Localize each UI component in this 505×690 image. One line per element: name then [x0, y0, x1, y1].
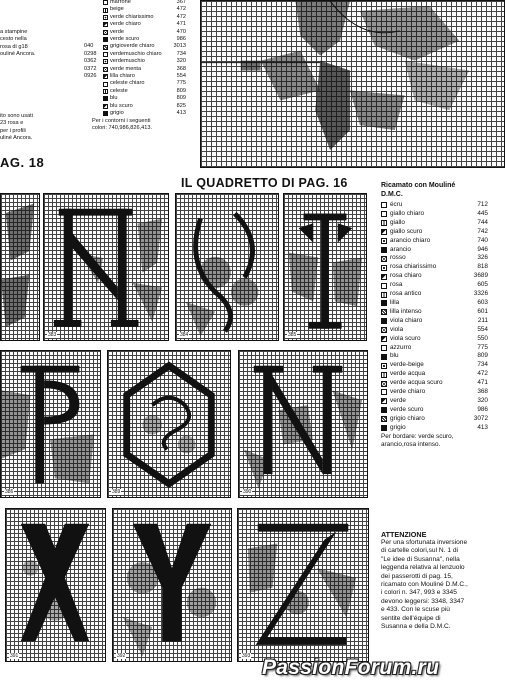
- legend-symbol-icon: [103, 96, 108, 101]
- top-legend-value: 470: [176, 28, 186, 35]
- top-legend-name: grigio: [110, 110, 124, 117]
- legend-border-note-2: arancio,rosa intenso.: [381, 440, 441, 448]
- legend-symbol-icon: [103, 111, 108, 116]
- top-legend-row: [84, 80, 186, 87]
- top-legend-row: [84, 110, 186, 117]
- legend-row: [381, 344, 488, 353]
- panel-10-motif: [238, 509, 368, 661]
- top-legend-name: verde menta: [110, 65, 142, 72]
- legend-color-code: 368: [477, 388, 488, 396]
- legend-color-name: azzurro: [390, 343, 412, 351]
- top-legend-value: 413: [176, 110, 186, 117]
- left-line-7: per i profili: [0, 127, 26, 134]
- legend-symbol-icon: [381, 345, 387, 351]
- attenzione-line: ricamato con Mouliné D.M.C.,: [381, 581, 468, 589]
- legend-color-code: 986: [477, 405, 488, 413]
- legend-symbol-icon: [381, 425, 387, 431]
- left-line-4: ouliné Ancora.: [0, 51, 36, 58]
- legend-symbol-icon: [381, 247, 387, 253]
- top-legend-row: [84, 95, 186, 102]
- top-legend-row: [84, 6, 186, 13]
- legend-color-name: écru: [390, 201, 403, 208]
- chart-panel-3: [175, 193, 279, 341]
- top-legend-name: verde chiaro: [110, 21, 141, 28]
- legend-color-name: verde chiaro: [390, 388, 426, 396]
- legend-symbol-icon: [381, 372, 387, 378]
- legend-symbol-icon: [381, 202, 387, 208]
- legend-color-code: 809: [477, 352, 488, 360]
- legend-row: [381, 228, 488, 237]
- legend-color-code: 601: [477, 307, 488, 315]
- panel-7-motif: [239, 351, 367, 497]
- legend-row: [381, 379, 488, 388]
- legend-symbol-icon: [103, 74, 108, 79]
- attenzione-line: dei passerotti di pag. 15,: [381, 572, 453, 580]
- top-legend-number: 0372: [84, 65, 97, 72]
- attenzione-line: i colori n. 347, 993 e 3345: [381, 589, 457, 597]
- left-line-6: 23 rosa e: [0, 120, 24, 127]
- attenzione-line: Susanna e della D.M.C.: [381, 623, 451, 631]
- legend-row: [381, 237, 488, 246]
- attenzione-box: [381, 530, 505, 631]
- panel-9-motif: [113, 509, 231, 660]
- legend-symbol-icon: [381, 309, 387, 315]
- legend-symbol-icon: [381, 389, 387, 395]
- legend-row: [381, 317, 488, 326]
- top-legend-value: 367: [176, 0, 186, 5]
- top-legend-name: beige: [110, 6, 124, 13]
- legend-row: [381, 290, 488, 299]
- legend-color-code: 946: [477, 245, 488, 253]
- page-label: AG. 18: [0, 155, 45, 170]
- legend-symbol-icon: [381, 416, 387, 422]
- top-legend-rows: [84, 0, 186, 118]
- legend-border-note-1: Per bordare: verde scuro,: [381, 432, 454, 440]
- legend-symbol-icon: [381, 300, 387, 306]
- legend-row: [381, 335, 488, 344]
- legend-symbol-icon: [381, 407, 387, 413]
- legend-color-code: 603: [477, 298, 488, 306]
- top-legend: [84, 0, 186, 132]
- legend-row: [381, 254, 488, 263]
- top-legend-row: [84, 21, 186, 28]
- legend-row: [381, 352, 488, 361]
- legend-symbol-icon: [103, 8, 108, 13]
- legend-symbol-icon: [381, 220, 387, 226]
- legend-color-name: giallo: [390, 218, 405, 226]
- legend-symbol-icon: [103, 22, 108, 27]
- top-legend-row: [84, 43, 186, 50]
- legend-color-name: rosso: [390, 254, 406, 262]
- panel-5-motif: [1, 351, 100, 496]
- legend-symbol-icon: [103, 67, 108, 72]
- legend-symbol-icon: [381, 229, 387, 235]
- chart-panel-9: [112, 508, 232, 662]
- legend-row: [381, 424, 488, 433]
- legend-symbol-icon: [381, 283, 387, 289]
- legend-color-code: 550: [477, 334, 488, 342]
- legend-color-code: 744: [477, 218, 488, 226]
- panel-10-number: 393: [242, 653, 251, 659]
- attenzione-text: [381, 539, 505, 631]
- panel-9-number: 392: [117, 653, 126, 659]
- legend-color-code: 742: [477, 227, 488, 235]
- legend-row: [381, 370, 488, 379]
- top-legend-name: verdemuschio: [110, 58, 145, 65]
- top-legend-number: 0362: [84, 58, 97, 65]
- top-legend-value: 986: [176, 36, 186, 43]
- legend-color-code: 734: [477, 361, 488, 369]
- legend-color-name: rosa chiaro: [390, 272, 422, 280]
- top-legend-name: verde: [110, 28, 124, 35]
- top-legend-value: 320: [176, 58, 186, 65]
- legend-symbol-icon: [103, 37, 108, 42]
- legend-symbol-icon: [381, 292, 387, 298]
- chart-panel-4: [283, 193, 367, 341]
- legend-color-name: viola scuro: [390, 334, 421, 342]
- legend-row: [381, 281, 488, 290]
- legend-color-name: giallo scuro: [390, 227, 423, 235]
- left-line-3: rosa di g18: [0, 43, 28, 50]
- top-legend-name: verde scuro: [110, 36, 140, 43]
- top-legend-row: [84, 51, 186, 58]
- legend-color-code: 712: [477, 201, 488, 208]
- chart-panel-8: [5, 508, 106, 662]
- legend-color-name: grigio: [390, 423, 406, 431]
- chart-panel-7: [238, 350, 368, 498]
- legend-color-code: 605: [477, 281, 488, 289]
- legend-symbol-icon: [103, 0, 108, 5]
- top-legend-row: [84, 29, 186, 36]
- chart-panel-10: [237, 508, 369, 662]
- top-legend-name: grigioverde chiaro: [110, 43, 155, 50]
- legend-rows: [381, 201, 488, 433]
- legend-symbol-icon: [103, 89, 108, 94]
- attenzione-line: leggenda relativa al lenzuolo: [381, 564, 465, 572]
- legend-color-name: lilla intenso: [390, 307, 422, 315]
- legend-color-name: viola chiaro: [390, 316, 423, 324]
- top-legend-number: 0926: [84, 73, 97, 80]
- top-legend-row: [84, 73, 186, 80]
- left-line-2: cesto nella: [0, 36, 27, 43]
- top-legend-footer-1: Per i contorni i seguenti: [92, 117, 151, 124]
- panel-2-motif: [44, 194, 168, 340]
- left-fragments: [0, 29, 35, 59]
- panel-8-motif: [6, 509, 105, 660]
- legend-color-name: verde scuro: [390, 405, 424, 413]
- top-legend-value: 472: [176, 6, 186, 13]
- legend-symbol-icon: [381, 318, 387, 324]
- legend-symbol-icon: [381, 256, 387, 262]
- top-legend-row: [84, 88, 186, 95]
- legend-title-1: Ricamato con Mouliné: [381, 182, 456, 189]
- top-legend-name: verde chiarissimo: [110, 13, 154, 20]
- legend-row: [381, 246, 488, 255]
- top-legend-footer-2: colori: 740,986,826,413.: [92, 124, 153, 131]
- legend-color-code: 775: [477, 343, 488, 351]
- top-legend-name: celeste chiaro: [110, 80, 145, 87]
- chart-panel-1: [0, 193, 40, 341]
- legend-row: [381, 272, 488, 281]
- panel-1-motif: [1, 194, 39, 335]
- legend-row: [381, 415, 488, 424]
- top-legend-value: 809: [176, 87, 186, 94]
- top-chart: [200, 0, 505, 168]
- legend-row: [381, 326, 488, 335]
- legend-color-name: verde acqua: [390, 370, 426, 378]
- left-line-5: ito sono usati: [0, 113, 33, 119]
- legend-symbol-icon: [381, 327, 387, 333]
- legend-symbol-icon: [103, 59, 108, 64]
- legend-color-name: arancio: [390, 245, 411, 253]
- legend-color-name: blu: [390, 352, 399, 360]
- legend-color-name: arancio chiaro: [390, 236, 431, 244]
- legend-color-code: 3326: [473, 290, 488, 298]
- top-chart-motif: [201, 1, 504, 168]
- watermark: PassionForum.ru: [262, 656, 440, 679]
- legend-symbol-icon: [381, 363, 387, 369]
- top-legend-value: 809: [176, 95, 186, 102]
- top-legend-name: verdemuschio chiaro: [110, 50, 162, 57]
- legend-title-2: D.M.C.: [381, 191, 403, 198]
- legend-color-name: rosa: [390, 281, 403, 289]
- top-legend-row: [84, 36, 186, 43]
- legend-symbol-icon: [103, 15, 108, 20]
- legend-color-code: 445: [477, 209, 488, 217]
- panel-2-number: 383: [48, 332, 57, 338]
- panel-5-number: 386: [5, 489, 14, 495]
- legend-symbol-icon: [103, 30, 108, 35]
- left-line-8: uliné Ancora.: [0, 135, 33, 142]
- legend-symbol-icon: [103, 45, 108, 50]
- top-legend-value: 471: [176, 21, 186, 28]
- top-legend-name: blu scuro: [110, 102, 133, 109]
- left-line-1: a stampine: [0, 29, 28, 35]
- legend-color-code: 818: [477, 263, 488, 271]
- legend-row: [381, 263, 488, 272]
- top-legend-value: 825: [176, 102, 186, 109]
- top-legend-row: [84, 14, 186, 21]
- legend-color-name: giallo chiaro: [390, 209, 425, 217]
- legend-symbol-icon: [381, 265, 387, 271]
- legend-symbol-icon: [381, 211, 387, 217]
- panel-3-number: 384: [180, 332, 189, 338]
- legend-color-code: 740: [477, 236, 488, 244]
- legend-row: [381, 219, 488, 228]
- legend-color-code: 554: [477, 325, 488, 333]
- legend-color-name: verde: [390, 396, 406, 404]
- chart-panel-6: [107, 350, 231, 498]
- legend-color-name: verde acqua scuro: [390, 379, 443, 387]
- attenzione-line: di cartelle colori,sul N. 1 di: [381, 547, 458, 555]
- legend-symbol-icon: [381, 354, 387, 360]
- legend-row: [381, 210, 488, 219]
- top-legend-row: [84, 103, 186, 110]
- legend-color-name: grigio chiaro: [390, 414, 425, 422]
- legend-color-code: 413: [477, 423, 488, 431]
- top-legend-value: 472: [176, 13, 186, 20]
- legend-color-code: 211: [477, 316, 488, 324]
- legend-symbol-icon: [381, 381, 387, 387]
- legend-row: [381, 397, 488, 406]
- attenzione-line: "Le idee di Susanna", nella: [381, 555, 460, 563]
- attenzione-line: devono leggersi: 3348, 3347: [381, 597, 465, 605]
- attenzione-heading: ATTENZIONE: [381, 530, 427, 539]
- top-legend-name: lilla chiaro: [110, 73, 135, 80]
- top-legend-value: 734: [176, 50, 186, 57]
- top-legend-value: 554: [176, 73, 186, 80]
- attenzione-line: sentite dell'équipe di: [381, 614, 441, 622]
- legend-color-name: lilla: [390, 298, 400, 306]
- legend-symbol-icon: [103, 104, 108, 109]
- top-legend-value: 3013: [173, 43, 186, 50]
- top-legend-name: celeste: [110, 87, 128, 94]
- top-legend-number: 040: [84, 43, 94, 50]
- top-legend-value: 775: [176, 80, 186, 87]
- legend-color-name: verde-beige: [390, 361, 424, 369]
- top-legend-row: [84, 58, 186, 65]
- section-title: IL QUADRETTO DI PAG. 16: [181, 176, 348, 190]
- top-legend-number: 0298: [84, 50, 97, 57]
- legend-color-name: rosa chiarissimo: [390, 263, 437, 271]
- chart-panel-2: [43, 193, 169, 341]
- legend-color-code: 3072: [473, 414, 488, 422]
- panel-4-number: 385: [288, 332, 297, 338]
- legend-color-code: 326: [477, 254, 488, 262]
- chart-panel-5: [0, 350, 101, 498]
- panel-8-number: 391: [10, 653, 19, 659]
- left-fragments-2: [0, 113, 33, 143]
- legend-symbol-icon: [381, 398, 387, 404]
- legend-row: [381, 406, 488, 415]
- panel-6-number: 389: [112, 489, 121, 495]
- legend-row: [381, 299, 488, 308]
- attenzione-line: e 433. Con le scuse più: [381, 606, 450, 614]
- legend-symbol-icon: [381, 274, 387, 280]
- legend-color-name: viola: [390, 325, 404, 333]
- legend-row: [381, 361, 488, 370]
- legend-symbol-icon: [103, 52, 108, 57]
- attenzione-line: Per una sfortunata inversione: [381, 539, 468, 546]
- legend-color-code: 3689: [473, 272, 488, 280]
- dmc-legend: [381, 181, 488, 449]
- top-legend-row: [84, 66, 186, 73]
- legend-symbol-icon: [103, 82, 108, 87]
- legend-color-code: 471: [477, 379, 488, 387]
- top-legend-name: marrone: [110, 0, 131, 5]
- legend-color-name: rosa antico: [390, 290, 422, 298]
- legend-color-code: 472: [477, 370, 488, 378]
- legend-row: [381, 201, 488, 210]
- legend-symbol-icon: [381, 336, 387, 342]
- panel-7-number: 390: [243, 489, 252, 495]
- legend-row: [381, 388, 488, 397]
- panel-6-motif: [108, 351, 230, 497]
- legend-row: [381, 308, 488, 317]
- top-legend-name: blu: [110, 95, 118, 102]
- legend-color-code: 320: [477, 396, 488, 404]
- panel-3-motif: [176, 194, 278, 339]
- top-legend-value: 368: [176, 65, 186, 72]
- panel-4-motif: [284, 194, 366, 338]
- legend-symbol-icon: [381, 238, 387, 244]
